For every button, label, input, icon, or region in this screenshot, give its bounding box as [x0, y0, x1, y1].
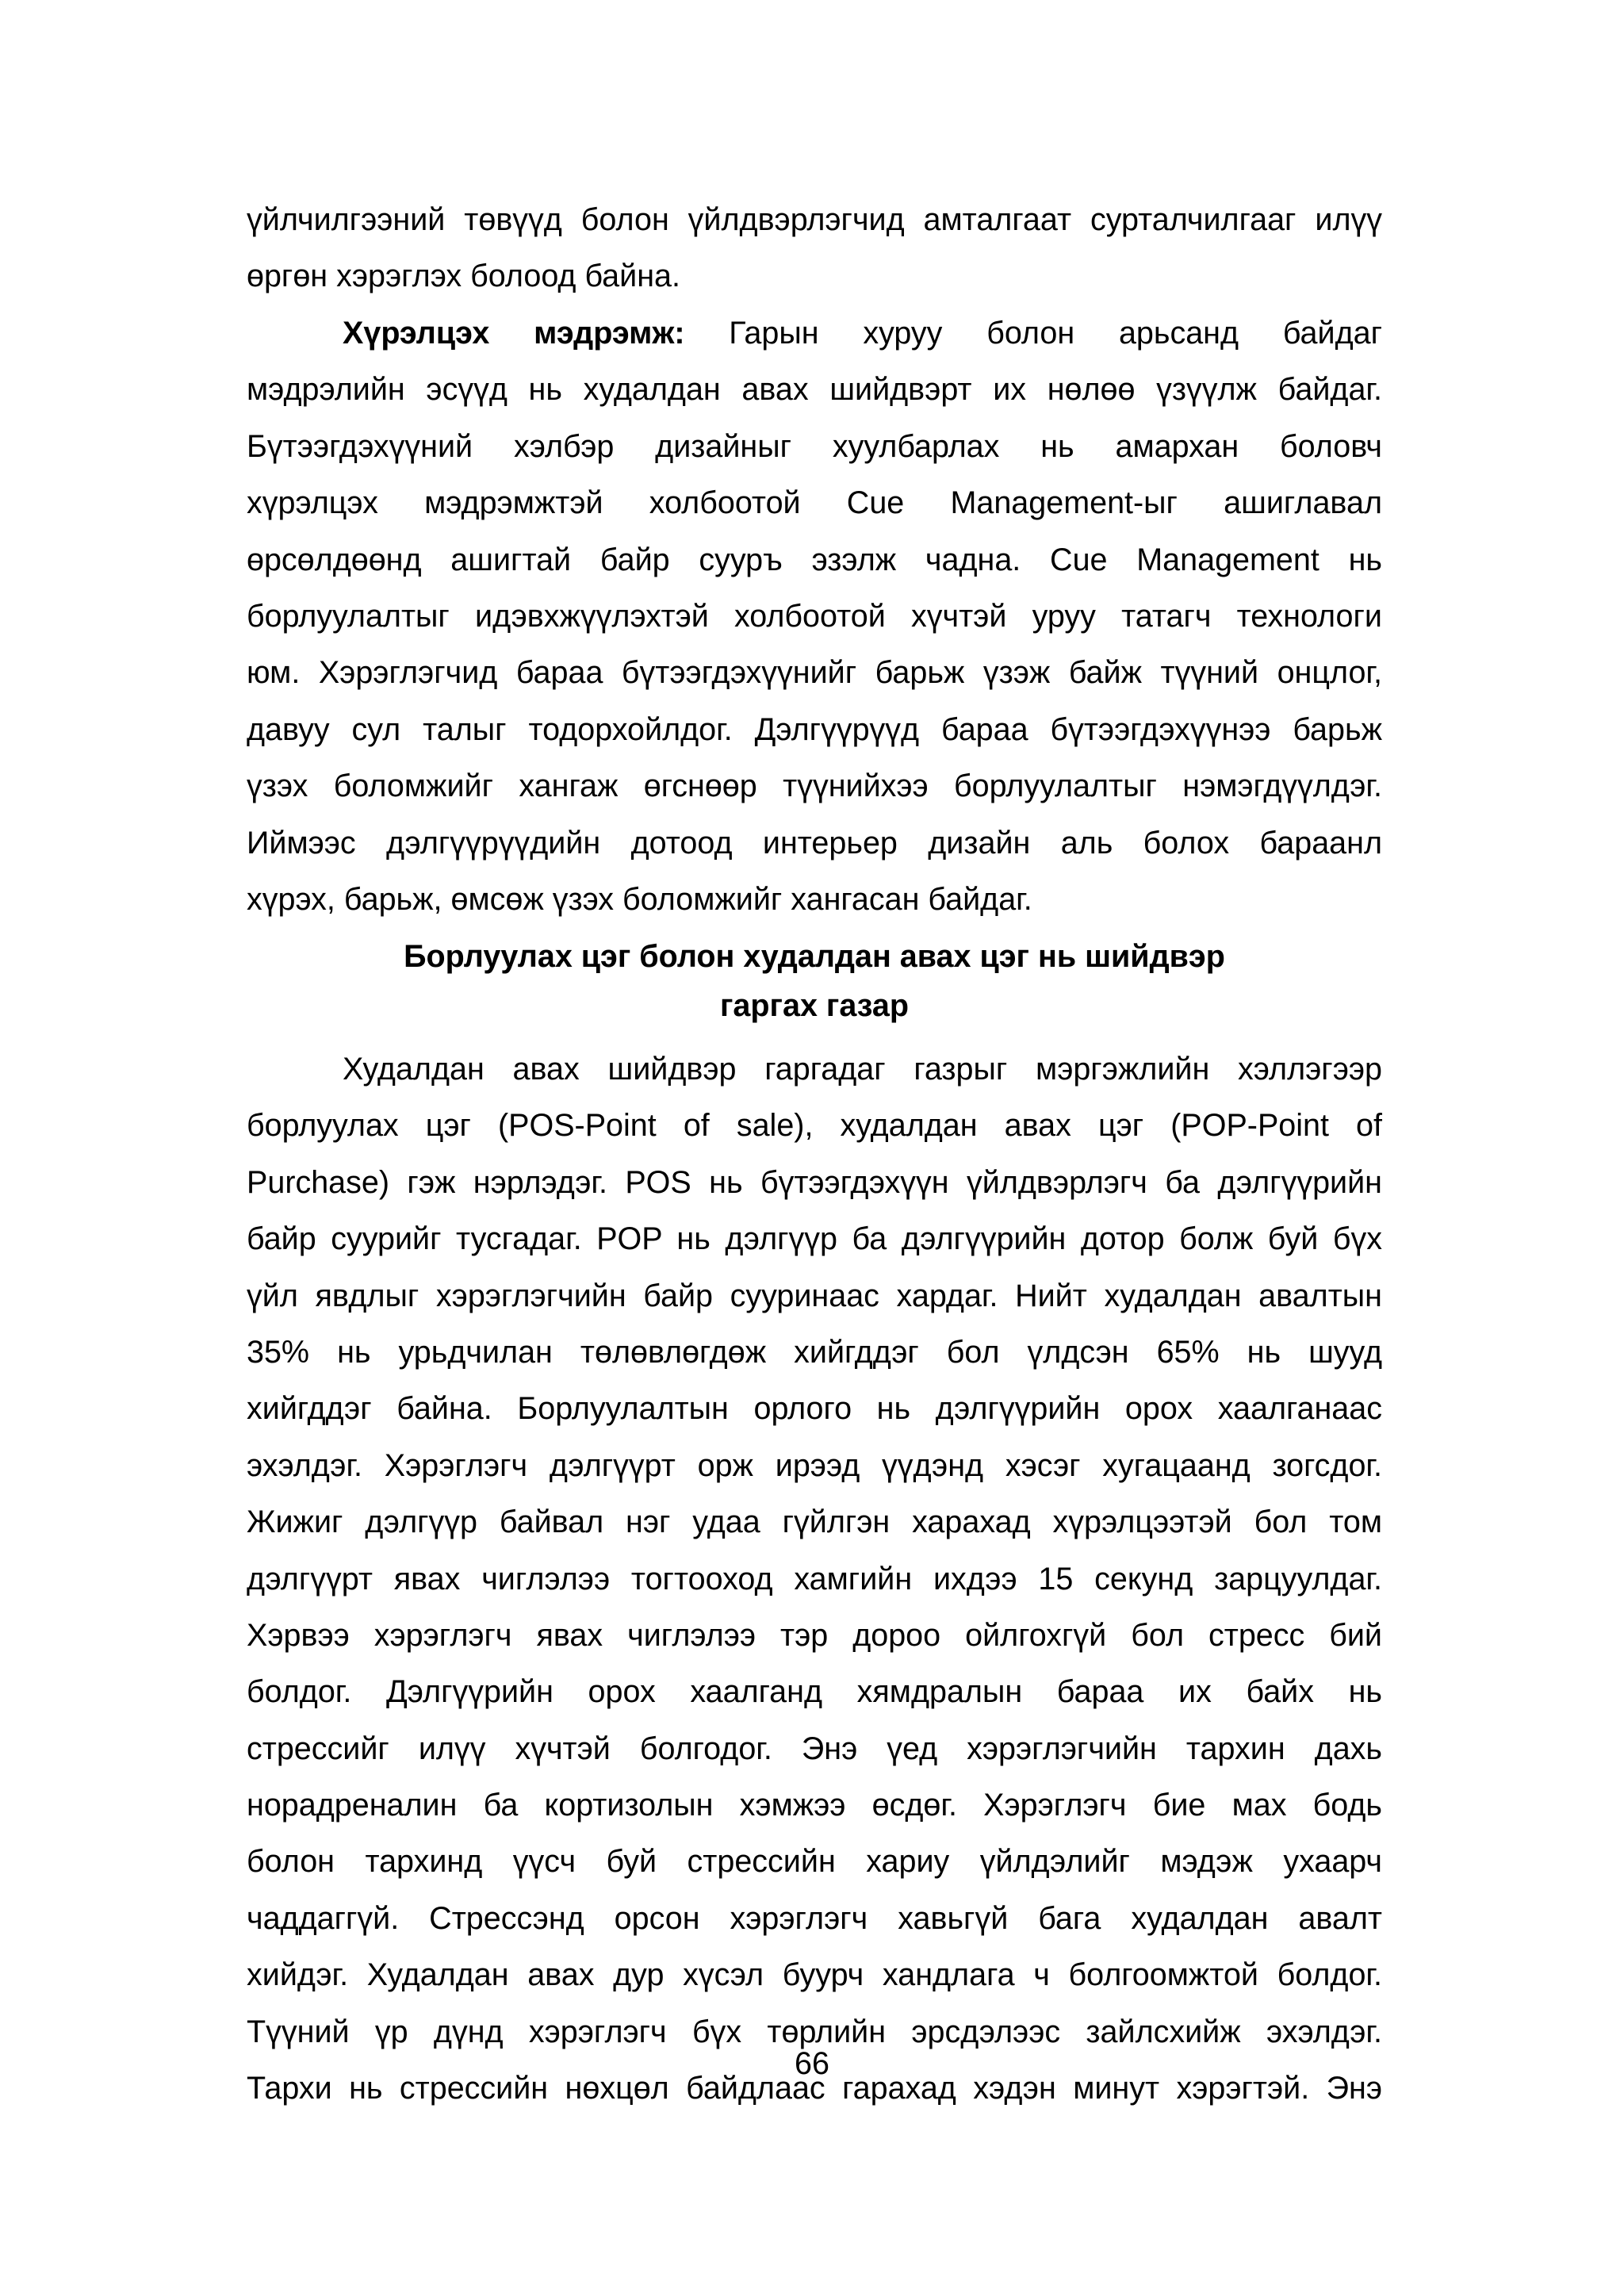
text-line: дэлгүүрт явах чиглэлээ тогтооход хамгийн ихдээ 15 секунд зарцуулдаг. [247, 1561, 1382, 1596]
bold-lead-term: Хүрэлцэх мэдрэмж: [343, 316, 685, 351]
text-line: хүрэх, барьж, өмсөж үзэх боломжийг хангасан байдаг. [247, 881, 1032, 917]
text-line: болон тархинд үүсч буй стрессийн хариу үйлдэлийг мэдэж ухаарч [247, 1844, 1382, 1880]
text-line: Бүтээгдэхүүний хэлбэр дизайныг хуулбарлах нь амархан боловч [247, 428, 1382, 464]
section-heading [247, 933, 1382, 1029]
text-line: хийгддэг байна. Борлуулалтын орлого нь дэлгүүрийн орох хаалганаас [247, 1391, 1382, 1427]
text-line: үйл явдлыг хэрэглэгчийн байр сууринаас хардаг. Нийт худалдан авалтын [247, 1278, 1382, 1313]
text-line: үзэх боломжийг хангаж өгснөөр түүнийхээ борлуулалтыг нэмэгдүүлдэг. [247, 769, 1382, 804]
page-number: 66 [795, 2046, 829, 2081]
paragraph-continuation [247, 192, 1382, 305]
text-line: Жижиг дэлгүүр байвал нэг удаа гүйлгэн харахад хүрэлцээтэй бол том [247, 1504, 1382, 1540]
text-line: Түүний үр дүнд хэрэглэгч бүх төрлийн эрсдэлээс зайлсхийж эхэлдэг. [247, 2014, 1382, 2049]
paragraph-tactile-sense [247, 305, 1382, 928]
text-line: 35% нь урьдчилан төлөвлөгдөж хийгддэг бол үлдсэн 65% нь шууд [247, 1334, 1382, 1370]
text-line: Purchase) гэж нэрлэдэг. POS нь бүтээгдэхүүн үйлдвэрлэгч ба дэлгүүрийн [247, 1164, 1382, 1200]
text-line: борлуулах цэг (POS-Point of sale), худалдан авах цэг (POP-Point of [247, 1108, 1382, 1144]
text-line: Худалдан авах шийдвэр гаргадаг газрыг мэргэжлийн хэллэгээр [343, 1052, 1382, 1087]
text-line: эхэлдэг. Хэрэглэгч дэлгүүрт орж ирээд үүдэнд хэсэг хугацаанд зогсдог. [247, 1447, 1382, 1483]
text-line: Хэрвээ хэрэглэгч явах чиглэлээ тэр дороо ойлгохгүй бол стресс бий [247, 1617, 1382, 1653]
text-line: Тархи нь стрессийн нөхцөл байдлаас гарахад хэдэн минут хэрэгтэй. Энэ [247, 2071, 1382, 2106]
text-line: Иймээс дэлгүүрүүдийн дотоод интерьер дизайн аль болох бараанл [247, 825, 1382, 861]
text-line: өргөн хэрэглэх болоод байна. [247, 259, 680, 294]
text-line: мэдрэлийн эсүүд нь худалдан авах шийдвэрт их нөлөө үзүүлж байдаг. [247, 372, 1382, 408]
text-line: юм. Хэрэглэгчид бараа бүтээгдэхүүнийг барьж үзэж байж түүний онцлог, [247, 655, 1382, 691]
text-line: болдог. Дэлгүүрийн орох хаалганд хямдралын бараа их байх нь [247, 1674, 1382, 1710]
text-line: үйлчилгээний төвүүд болон үйлдвэрлэгчид амталгаат сурталчилгааг илүү [247, 202, 1382, 237]
text-line: чаддаггүй. Стрессэнд орсон хэрэглэгч хавьгүй бага худалдан авалт [247, 1900, 1382, 1936]
text-line: стрессийг илүү хүчтэй болгодог. Энэ үед хэрэглэгчийн тархин дахь [247, 1731, 1382, 1766]
text-line: норадреналин ба кортизолын хэмжээ өсдөг. Хэрэглэгч бие мах бодь [247, 1788, 1382, 1823]
section-heading-line: Борлуулах цэг болон худалдан авах цэг нь шийдвэр [404, 939, 1225, 974]
text-line: давуу сул талыг тодорхойлдог. Дэлгүүрүүд бараа бүтээгдэхүүнээ барьж [247, 711, 1382, 747]
text-line: өрсөлдөөнд ашигтай байр сууръ эзэлж чадна. Cue Management нь [247, 542, 1382, 577]
text-line [247, 305, 1382, 362]
paragraph-point-of-sale [247, 1041, 1382, 2117]
text-line: хүрэлцэх мэдрэмжтэй холбоотой Cue Management-ыг ашиглавал [247, 485, 1382, 521]
section-heading-line: гаргах газар [719, 988, 910, 1023]
text-line: хийдэг. Худалдан авах дур хүсэл буурч хандлага ч болгоомжтой болдог. [247, 1957, 1382, 1993]
text-line: байр суурийг тусгадаг. POP нь дэлгүүр ба дэлгүүрийн дотор болж буй бүх [247, 1221, 1382, 1257]
text-line: борлуулалтыг идэвхжүүлэхтэй холбоотой хүчтэй уруу татагч технологи [247, 598, 1382, 634]
text-line-rest: Гарын хуруу болон арьсанд байдаг [684, 316, 1382, 351]
